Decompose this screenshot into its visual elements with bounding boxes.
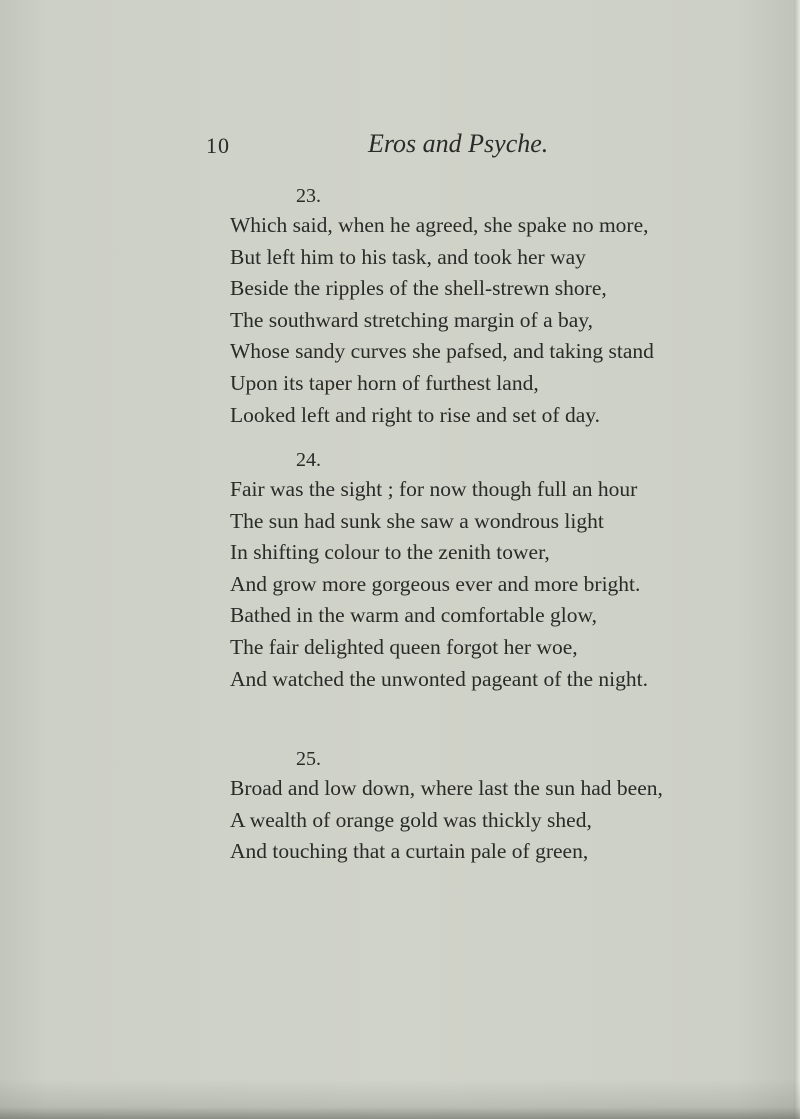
verse-line: And touching that a curtain pale of green,: [230, 839, 589, 864]
verse-line: Looked left and right to rise and set of day.: [230, 402, 600, 427]
running-header: [206, 129, 626, 167]
verse-line: And watched the unwonted pageant of the night.: [230, 666, 648, 691]
verse-line: Bathed in the warm and comfortable glow,: [230, 603, 597, 628]
page-number: 10: [206, 133, 230, 158]
verse-line: Broad and low down, where last the sun had been,: [230, 776, 663, 800]
stanza-number: 23.: [296, 185, 321, 207]
verse-line: The sun had sunk she saw a wondrous light: [230, 508, 604, 533]
verse-line: A wealth of orange gold was thickly shed,: [230, 807, 592, 832]
verse-line: Beside the ripples of the shell-strewn shore,: [230, 276, 607, 301]
stanza-number: 24.: [296, 449, 321, 471]
verse-line: The fair delighted queen forgot her woe,: [230, 634, 578, 659]
page-edge-right: [794, 0, 800, 1119]
running-title: Eros and Psyche.: [368, 129, 549, 158]
verse-line: The southward stretching margin of a bay,: [230, 307, 594, 332]
page-edge-bottom: [0, 1079, 800, 1119]
stanza-24: [230, 446, 750, 695]
verse-line: Whose sandy curves she pafsed, and taking stand: [230, 339, 654, 364]
stanza-23: [230, 182, 750, 431]
stanza-number: 25.: [296, 748, 321, 770]
verse-line: Fair was the sight ; for now though full an hour: [230, 477, 638, 501]
verse-line: But left him to his task, and took her way: [230, 244, 586, 269]
verse-line: Upon its taper horn of furthest land,: [230, 370, 539, 395]
verse-line: Which said, when he agreed, she spake no more,: [230, 213, 649, 237]
verse-line: In shifting colour to the zenith tower,: [230, 540, 550, 565]
verse-line: And grow more gorgeous ever and more bright.: [230, 571, 641, 596]
stanza-25: [230, 745, 750, 868]
